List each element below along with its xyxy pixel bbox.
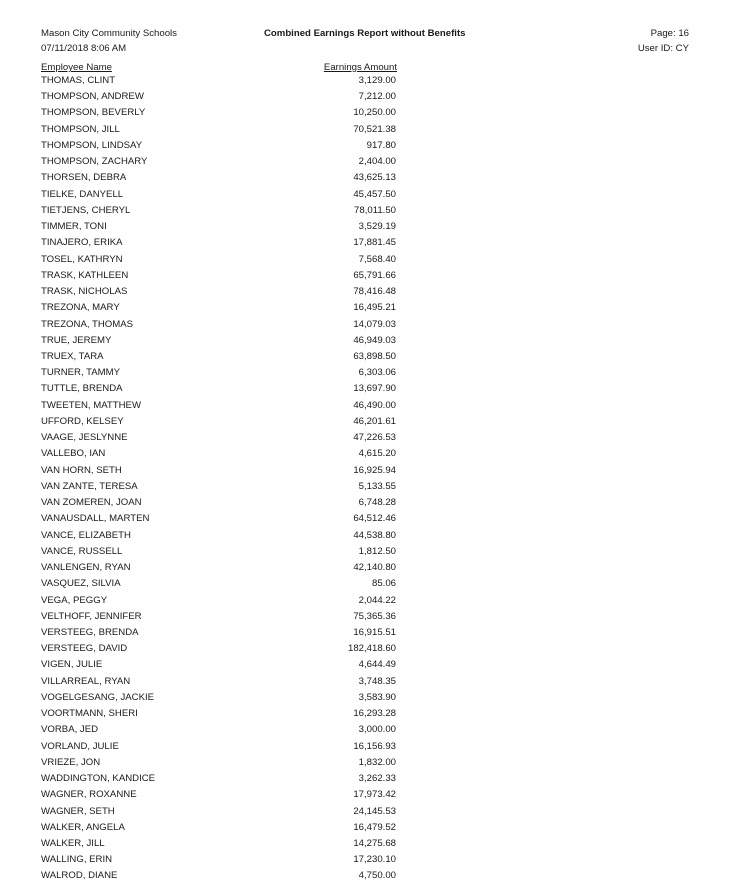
earnings-amount-cell: 3,262.33	[358, 773, 396, 785]
table-row	[0, 675, 734, 691]
earnings-amount-cell: 78,416.48	[353, 286, 396, 298]
table-row	[0, 529, 734, 545]
earnings-table	[0, 74, 734, 886]
employee-name-cell: VELTHOFF, JENNIFER	[41, 610, 142, 622]
table-row	[0, 382, 734, 398]
table-row	[0, 139, 734, 155]
table-row	[0, 837, 734, 853]
report-timestamp: 07/11/2018 8:06 AM	[41, 43, 127, 54]
table-row	[0, 431, 734, 447]
earnings-amount-cell: 2,044.22	[358, 594, 396, 606]
employee-name-cell: WALLING, ERIN	[41, 854, 113, 866]
employee-name-cell: VAAGE, JESLYNNE	[41, 432, 128, 444]
earnings-amount-cell: 7,212.00	[358, 91, 396, 103]
earnings-amount-cell: 78,011.50	[354, 204, 396, 216]
earnings-amount-cell: 85.06	[371, 578, 396, 590]
employee-name-cell: VORLAND, JULIE	[41, 740, 119, 752]
earnings-amount-cell: 46,201.61	[353, 415, 396, 427]
employee-name-cell: UFFORD, KELSEY	[41, 415, 124, 427]
table-row	[0, 821, 734, 837]
employee-name-cell: VIGEN, JULIE	[41, 659, 103, 671]
table-row	[0, 853, 734, 869]
table-row	[0, 740, 734, 756]
employee-name-cell: VANAUSDALL, MARTEN	[41, 513, 150, 525]
earnings-amount-cell: 14,079.03	[353, 318, 396, 330]
earnings-amount-cell: 42,140.80	[353, 562, 396, 574]
table-row	[0, 512, 734, 528]
table-row	[0, 204, 734, 220]
earnings-amount-cell: 917.80	[366, 139, 396, 151]
employee-name-cell: TRUE, JEREMY	[41, 334, 112, 346]
table-row	[0, 188, 734, 204]
table-row	[0, 220, 734, 236]
earnings-amount-cell: 1,812.50	[358, 545, 396, 557]
employee-name-cell: VAN ZANTE, TERESA	[41, 480, 138, 492]
earnings-amount-cell: 14,275.68	[353, 838, 396, 850]
earnings-amount-cell: 75,365.36	[353, 610, 396, 622]
employee-name-cell: VAN HORN, SETH	[41, 464, 122, 476]
employee-name-cell: TRUEX, TARA	[41, 350, 104, 362]
table-row	[0, 171, 734, 187]
table-row	[0, 626, 734, 642]
organization-name: Mason City Community Schools	[41, 28, 177, 39]
earnings-amount-cell: 47,226.53	[353, 432, 396, 444]
employee-name-cell: VOORTMANN, SHERI	[41, 708, 138, 720]
user-id: User ID: CY	[637, 43, 689, 54]
table-row	[0, 106, 734, 122]
table-row	[0, 253, 734, 269]
employee-name-cell: VEGA, PEGGY	[41, 594, 108, 606]
employee-name-cell: VALLEBO, IAN	[41, 448, 106, 460]
employee-name-cell: VORBA, JED	[41, 724, 99, 736]
table-row	[0, 334, 734, 350]
employee-name-cell: TRASK, KATHLEEN	[41, 269, 129, 281]
earnings-amount-cell: 46,490.00	[353, 399, 396, 411]
employee-name-cell: VASQUEZ, SILVIA	[41, 578, 121, 590]
table-row	[0, 350, 734, 366]
employee-name-cell: WALKER, ANGELA	[41, 821, 125, 833]
earnings-amount-cell: 10,250.00	[353, 107, 396, 119]
employee-name-cell: TURNER, TAMMY	[41, 367, 121, 379]
table-row	[0, 301, 734, 317]
column-header-earnings-amount: Earnings Amount	[323, 62, 397, 73]
table-row	[0, 399, 734, 415]
column-header-employee-name: Employee Name	[41, 62, 112, 73]
earnings-amount-cell: 3,529.19	[358, 221, 396, 233]
earnings-amount-cell: 24,145.53	[353, 805, 396, 817]
table-row	[0, 561, 734, 577]
table-row	[0, 123, 734, 139]
employee-name-cell: TIETJENS, CHERYL	[41, 204, 131, 216]
employee-name-cell: VANCE, ELIZABETH	[41, 529, 131, 541]
earnings-amount-cell: 65,791.66	[353, 269, 396, 281]
earnings-amount-cell: 3,129.00	[358, 75, 396, 86]
employee-name-cell: WAGNER, SETH	[41, 805, 115, 817]
employee-name-cell: TIELKE, DANYELL	[41, 188, 124, 200]
employee-name-cell: VERSTEEG, BRENDA	[41, 626, 139, 638]
earnings-amount-cell: 7,568.40	[358, 253, 396, 265]
table-row	[0, 545, 734, 561]
employee-name-cell: THOMPSON, ZACHARY	[41, 156, 148, 168]
earnings-amount-cell: 6,748.28	[358, 497, 396, 509]
earnings-amount-cell: 5,133.55	[358, 480, 396, 492]
employee-name-cell: THOMPSON, JILL	[41, 123, 120, 135]
employee-name-cell: TOSEL, KATHRYN	[41, 253, 123, 265]
table-row	[0, 805, 734, 821]
earnings-amount-cell: 16,479.52	[353, 821, 396, 833]
employee-name-cell: THOMAS, CLINT	[41, 75, 116, 86]
employee-name-cell: TINAJERO, ERIKA	[41, 237, 123, 249]
earnings-amount-cell: 1,832.00	[358, 756, 396, 768]
employee-name-cell: TRASK, NICHOLAS	[41, 286, 128, 298]
earnings-amount-cell: 46,949.03	[353, 334, 396, 346]
employee-name-cell: THOMPSON, LINDSAY	[41, 139, 143, 151]
table-row	[0, 658, 734, 674]
employee-name-cell: TWEETEN, MATTHEW	[41, 399, 142, 411]
table-row	[0, 723, 734, 739]
earnings-amount-cell: 6,303.06	[358, 367, 396, 379]
employee-name-cell: TUTTLE, BRENDA	[41, 383, 123, 395]
table-row	[0, 772, 734, 788]
table-row	[0, 74, 734, 90]
earnings-amount-cell: 17,230.10	[353, 854, 396, 866]
table-row	[0, 366, 734, 382]
employee-name-cell: WAGNER, ROXANNE	[41, 789, 137, 801]
employee-name-cell: VILLARREAL, RYAN	[41, 675, 131, 687]
employee-name-cell: WADDINGTON, KANDICE	[41, 773, 156, 785]
table-row	[0, 415, 734, 431]
employee-name-cell: VAN ZOMEREN, JOAN	[41, 497, 142, 509]
earnings-amount-cell: 43,625.13	[353, 172, 396, 184]
table-row	[0, 707, 734, 723]
earnings-amount-cell: 182,418.60	[347, 643, 396, 655]
employee-name-cell: VRIEZE, JON	[41, 756, 101, 768]
earnings-amount-cell: 3,583.90	[358, 691, 396, 703]
earnings-amount-cell: 44,538.80	[353, 529, 396, 541]
table-row	[0, 496, 734, 512]
earnings-amount-cell: 4,615.20	[358, 448, 396, 460]
employee-name-cell: WALROD, DIANE	[41, 870, 118, 882]
table-row	[0, 90, 734, 106]
earnings-amount-cell: 3,000.00	[358, 724, 396, 736]
employee-name-cell: VERSTEEG, DAVID	[41, 643, 128, 655]
table-row	[0, 642, 734, 658]
earnings-amount-cell: 16,925.94	[353, 464, 396, 476]
page-number: Page: 16	[650, 28, 689, 39]
earnings-amount-cell: 64,512.46	[353, 513, 396, 525]
table-row	[0, 788, 734, 804]
table-row	[0, 464, 734, 480]
earnings-amount-cell: 16,293.28	[353, 708, 396, 720]
earnings-amount-cell: 4,644.49	[358, 659, 396, 671]
earnings-amount-cell: 16,156.93	[353, 740, 396, 752]
table-row	[0, 269, 734, 285]
employee-name-cell: VOGELGESANG, JACKIE	[41, 691, 155, 703]
table-row	[0, 480, 734, 496]
report-title: Combined Earnings Report without Benefits	[264, 28, 466, 39]
earnings-amount-cell: 17,973.42	[353, 789, 396, 801]
earnings-amount-cell: 3,748.35	[358, 675, 396, 687]
employee-name-cell: VANCE, RUSSELL	[41, 545, 123, 557]
earnings-amount-cell: 70,521.38	[353, 123, 396, 135]
table-row	[0, 756, 734, 772]
earnings-amount-cell: 45,457.50	[353, 188, 396, 200]
employee-name-cell: VANLENGEN, RYAN	[41, 562, 131, 574]
earnings-amount-cell: 13,697.90	[353, 383, 396, 395]
table-row	[0, 447, 734, 463]
employee-name-cell: WALKER, JILL	[41, 838, 105, 850]
employee-name-cell: THOMPSON, BEVERLY	[41, 107, 146, 119]
table-row	[0, 285, 734, 301]
employee-name-cell: TIMMER, TONI	[41, 221, 107, 233]
table-row	[0, 610, 734, 626]
employee-name-cell: TREZONA, MARY	[41, 302, 120, 314]
earnings-amount-cell: 63,898.50	[353, 350, 396, 362]
earnings-amount-cell: 4,750.00	[358, 870, 396, 882]
earnings-amount-cell: 16,915.51	[353, 626, 396, 638]
earnings-amount-cell: 16,495.21	[353, 302, 396, 314]
employee-name-cell: THORSEN, DEBRA	[41, 172, 127, 184]
table-row	[0, 155, 734, 171]
table-row	[0, 318, 734, 334]
employee-name-cell: THOMPSON, ANDREW	[41, 91, 144, 103]
earnings-amount-cell: 2,404.00	[358, 156, 396, 168]
employee-name-cell: TREZONA, THOMAS	[41, 318, 134, 330]
table-row	[0, 869, 734, 885]
table-row	[0, 577, 734, 593]
earnings-amount-cell: 17,881.45	[353, 237, 396, 249]
table-row	[0, 691, 734, 707]
table-row	[0, 236, 734, 252]
table-row	[0, 594, 734, 610]
